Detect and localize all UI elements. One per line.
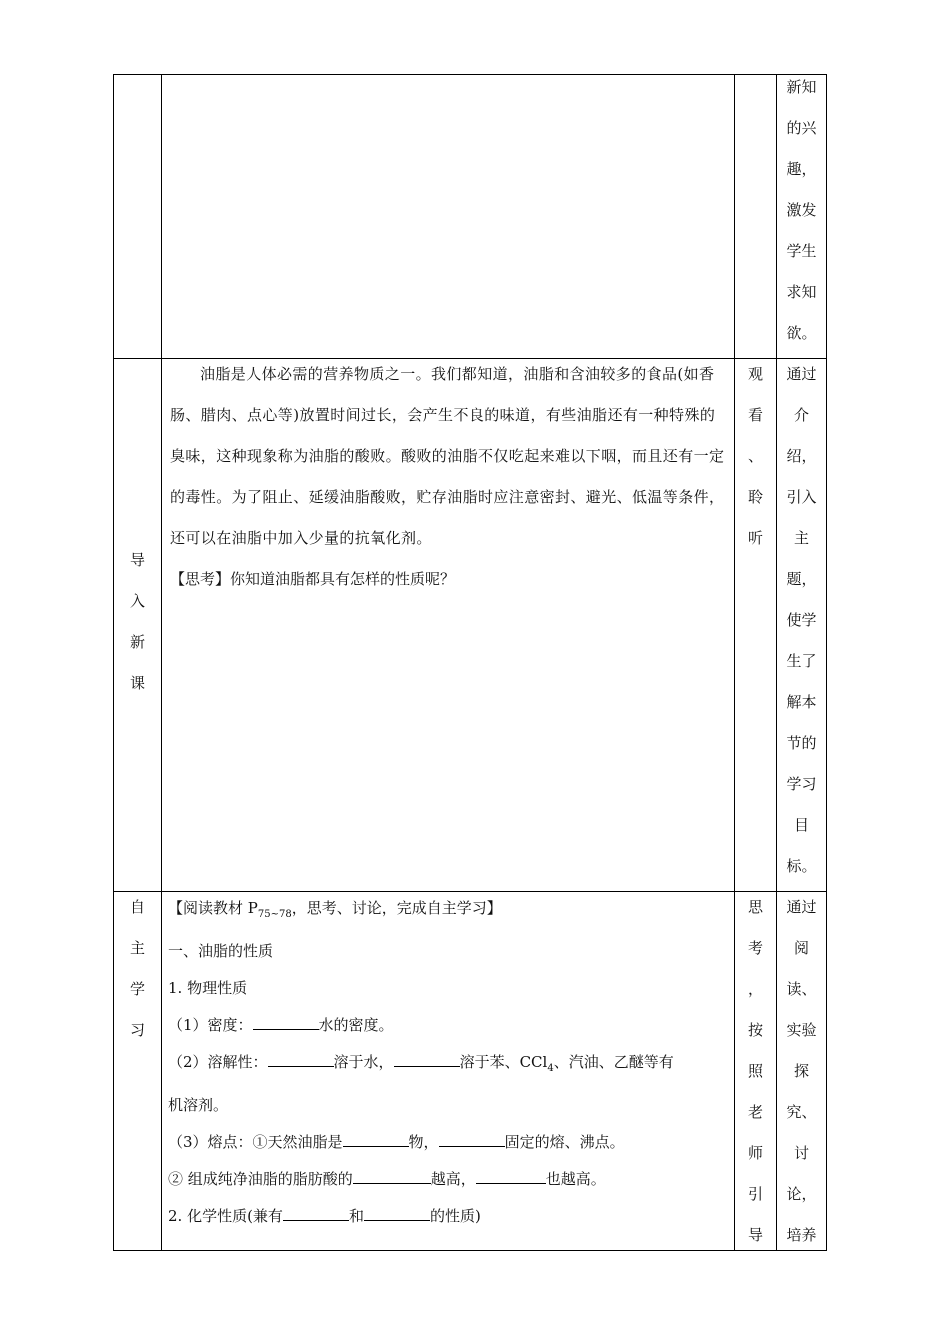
section-label-char: 新 (129, 633, 145, 651)
solubility-line-continued: 机溶剂。 (168, 1096, 229, 1114)
chemical-and: 和 (348, 1207, 364, 1225)
fill-blank[interactable] (353, 1167, 431, 1184)
section-label-self-study (114, 887, 161, 1051)
solubility-line (168, 1044, 728, 1087)
activity-char: 考 (747, 939, 763, 957)
activity-char: 听 (747, 529, 763, 547)
column-divider-1 (161, 74, 162, 1251)
activity-char: 照 (747, 1062, 763, 1080)
purpose-line: 阅 (793, 939, 809, 957)
purpose-line: 新知 (786, 78, 817, 96)
purpose-line: 实验 (786, 1021, 817, 1039)
purpose-line: 欲。 (786, 324, 817, 342)
purpose-line: 激发 (786, 201, 817, 219)
activity-char: 导 (747, 1226, 763, 1244)
row2-student-activity-cell (735, 354, 776, 559)
fatty-acid-label: ② 组成纯净油脂的脂肪酸的 (168, 1170, 353, 1188)
activity-char: 引 (747, 1185, 763, 1203)
activity-char: 看 (747, 406, 763, 424)
fill-blank[interactable] (394, 1050, 460, 1067)
purpose-line: 求知 (786, 283, 817, 301)
section-label-char: 学 (129, 980, 145, 998)
table-right-border (826, 74, 827, 1251)
purpose-line: 学习 (786, 775, 817, 793)
melting-text-1: 物， (408, 1133, 439, 1151)
reading-prefix: 【阅读教材 P (168, 899, 258, 917)
purpose-line: 通过 (786, 898, 817, 916)
purpose-line: 目 (793, 816, 809, 834)
purpose-line: 讨 (793, 1144, 809, 1162)
purpose-line: 标。 (786, 857, 817, 875)
activity-char: 思 (747, 898, 763, 916)
intro-content-cell (170, 354, 726, 600)
fill-blank[interactable] (439, 1130, 505, 1147)
solubility-text-3: 、汽油、乙醚等有 (553, 1053, 674, 1071)
solubility-text-2: 溶于苯、CCl (459, 1053, 548, 1071)
activity-char: 、 (747, 447, 763, 465)
fill-blank[interactable] (253, 1013, 319, 1030)
purpose-line: 通过 (786, 365, 817, 383)
fatty-acid-text-1: 越高， (430, 1170, 476, 1188)
purpose-line: 解本 (786, 693, 817, 711)
solubility-text-1: 溶于水， (333, 1053, 394, 1071)
activity-char: 师 (747, 1144, 763, 1162)
row2-purpose-cell (777, 354, 826, 887)
purpose-line: 介 (793, 406, 809, 424)
table-bottom-border (113, 1250, 827, 1251)
section-label-char: 自 (129, 898, 145, 916)
purpose-line: 生了 (786, 652, 817, 670)
density-text: 水的密度。 (318, 1016, 394, 1034)
row1-purpose-cell (777, 67, 826, 354)
melting-label: （3）熔点：①天然油脂是 (168, 1133, 343, 1151)
section-label-char: 主 (129, 939, 145, 957)
purpose-line: 读、 (786, 980, 817, 998)
melting-text-2: 固定的熔、沸点。 (504, 1133, 625, 1151)
section-label-char: 习 (129, 1021, 145, 1039)
fill-blank[interactable] (476, 1167, 546, 1184)
purpose-line: 引入 (786, 488, 817, 506)
row3-purpose-cell (777, 887, 826, 1256)
purpose-line: 绍， (786, 447, 817, 465)
section-heading: 一、油脂的性质 (168, 942, 274, 960)
reading-suffix: ，思考、讨论，完成自主学习】 (291, 899, 502, 917)
section-label-char: 课 (129, 674, 145, 692)
activity-char: 观 (747, 365, 763, 383)
fatty-acid-text-2: 也越高。 (545, 1170, 606, 1188)
think-question: 【思考】你知道油脂都具有怎样的性质呢？ (170, 570, 456, 588)
physical-properties-heading: 1. 物理性质 (168, 979, 248, 997)
purpose-line: 题， (786, 570, 817, 588)
activity-char: 按 (747, 1021, 763, 1039)
fatty-acid-line (168, 1161, 728, 1198)
reading-instruction (168, 890, 728, 933)
section-label-intro (114, 540, 161, 704)
fill-blank[interactable] (268, 1050, 334, 1067)
activity-char: 老 (747, 1103, 763, 1121)
purpose-line: 学生 (786, 242, 817, 260)
section-label-char: 入 (129, 592, 145, 610)
row3-student-activity-cell (735, 887, 776, 1256)
purpose-line: 使学 (786, 611, 817, 629)
purpose-line: 节的 (786, 734, 817, 752)
self-study-content-cell (168, 890, 728, 1235)
density-label: （1）密度： (168, 1016, 253, 1034)
purpose-line: 探 (793, 1062, 809, 1080)
melting-point-line (168, 1124, 728, 1161)
purpose-line: 培养 (786, 1226, 817, 1244)
density-line (168, 1007, 728, 1044)
fill-blank[interactable] (343, 1130, 409, 1147)
intro-paragraph: 油脂是人体必需的营养物质之一。我们都知道，油脂和含油较多的食品(如香肠、腊肉、点心等)放置时间过长，会产生不良的味道，有些油脂还有一种特殊的臭味，这种现象称为油脂的酸败。酸败的油脂不仅吃起来难以下咽，而且还有一定的毒性。为了阻止、延缓油脂酸败，贮存油脂时应注意密封、避光、低温等条件，还可以在油脂中加入少量的抗氧化剂。 (170, 365, 725, 547)
purpose-line: 究、 (786, 1103, 817, 1121)
activity-char: ， (747, 980, 763, 998)
activity-char: 聆 (747, 488, 763, 506)
purpose-line: 趣， (786, 160, 817, 178)
chemical-properties-line (168, 1198, 728, 1235)
fill-blank[interactable] (283, 1204, 349, 1221)
table-top-border (113, 74, 827, 75)
purpose-line: 主 (793, 529, 809, 547)
chemical-suffix: 的性质) (429, 1207, 481, 1225)
chemical-label: 2. 化学性质(兼有 (168, 1207, 283, 1225)
subscript: 4 (547, 1063, 554, 1074)
solubility-label: （2）溶解性： (168, 1053, 268, 1071)
page-range: 75~78 (257, 909, 292, 920)
purpose-line: 论， (786, 1185, 817, 1203)
section-label-char: 导 (129, 551, 145, 569)
purpose-line: 的兴 (786, 119, 817, 137)
fill-blank[interactable] (364, 1204, 430, 1221)
